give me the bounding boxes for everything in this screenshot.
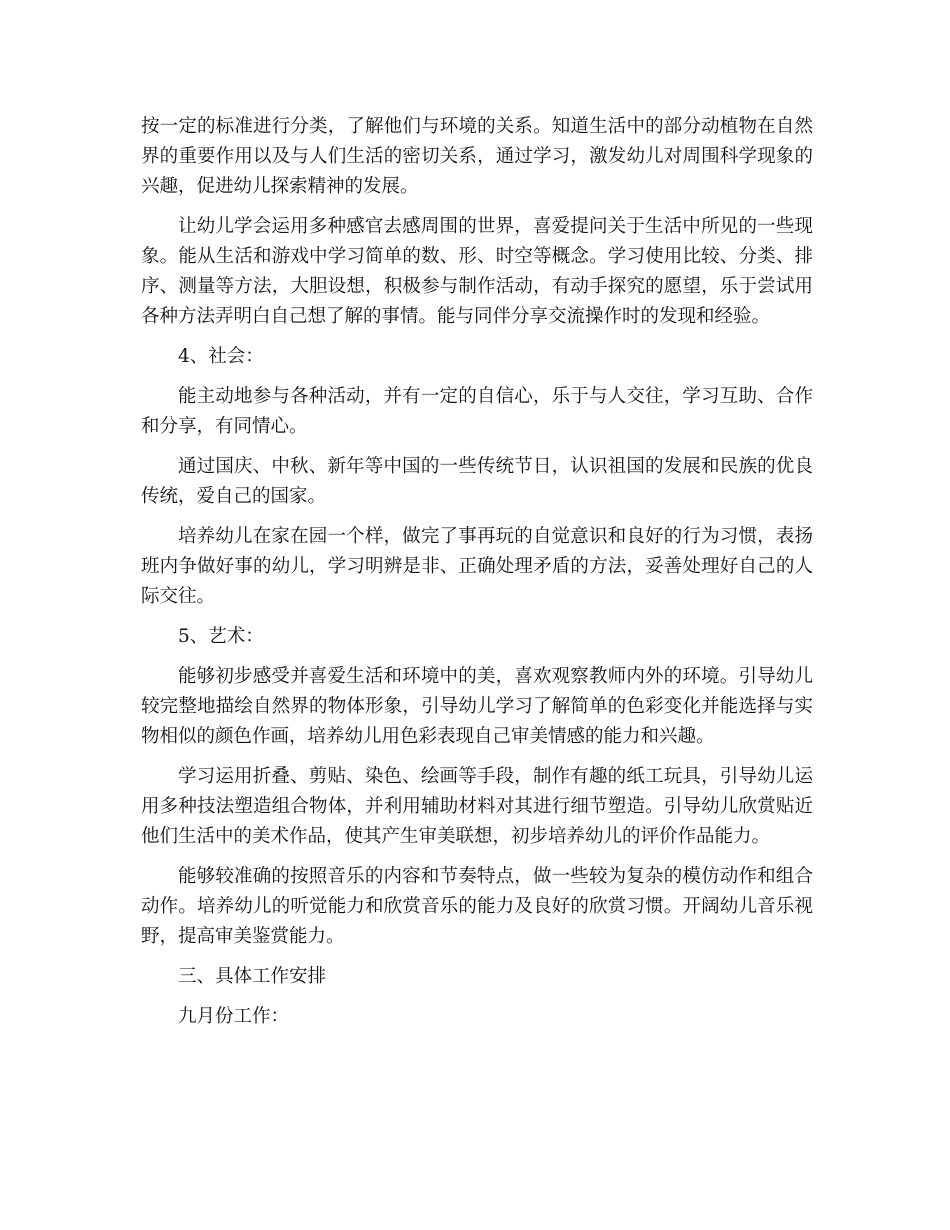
- section-heading-september: 九月份工作：: [178, 1006, 290, 1027]
- paragraph-science-senses: 让幼儿学会运用多种感官去感周围的世界，喜爱提问关于生活中所见的一些现象。能从生活和游戏中学习简单的数、形、时空等概念。学习使用比较、分类、排序、测量等方法，大胆设想，积极参与制作活动，有动手探究的愿望，乐于尝试用各种方法弄明白自己想了解的事情。能与同伴分享交流操作时的发现和经验。: [141, 216, 813, 327]
- paragraph-social-participation: 能主动地参与各种活动，并有一定的自信心，乐于与人交往，学习互助、合作和分享，有同情心。: [141, 386, 813, 437]
- paragraph-art-crafts: 学习运用折叠、剪贴、染色、绘画等手段，制作有趣的纸工玩具，引导幼儿运用多种技法塑造组合物体，并利用辅助材料对其进行细节塑造。引导幼儿欣赏贴近他们生活中的美术作品，使其产生审美联想，初步培养幼儿的评价作品能力。: [141, 766, 813, 847]
- paragraph-social-habits: 培养幼儿在家在园一个样，做完了事再玩的自觉意识和良好的行为习惯，表扬班内争做好事的幼儿，学习明辨是非、正确处理矛盾的方法，妥善处理好自己的人际交往。: [141, 526, 813, 607]
- paragraph-social-festivals: 通过国庆、中秋、新年等中国的一些传统节日，认识祖国的发展和民族的优良传统，爱自己的国家。: [141, 456, 813, 507]
- paragraph-art-music: 能够较准确的按照音乐的内容和节奏特点，做一些较为复杂的模仿动作和组合动作。培养幼儿的听觉能力和欣赏音乐的能力及良好的欣赏习惯。开阔幼儿音乐视野，提高审美鉴赏能力。: [141, 866, 813, 947]
- document-body: [141, 112, 813, 1042]
- section-heading-social: 4、社会：: [178, 346, 264, 367]
- paragraph-science-continued: 按一定的标准进行分类，了解他们与环境的关系。知道生活中的部分动植物在自然界的重要作用以及与人们生活的密切关系，通过学习，激发幼儿对周围科学现象的兴趣，促进幼儿探索精神的发展。: [141, 116, 813, 197]
- section-heading-art: 5、艺术：: [178, 626, 264, 647]
- paragraph-art-beauty: 能够初步感受并喜爱生活和环境中的美，喜欢观察教师内外的环境。引导幼儿较完整地描绘自然界的物体形象，引导幼儿学习了解简单的色彩变化并能选择与实物相似的颜色作画，培养幼儿用色彩表现自己审美情感的能力和兴趣。: [141, 666, 813, 747]
- section-heading-work-arrangement: 三、具体工作安排: [178, 966, 327, 987]
